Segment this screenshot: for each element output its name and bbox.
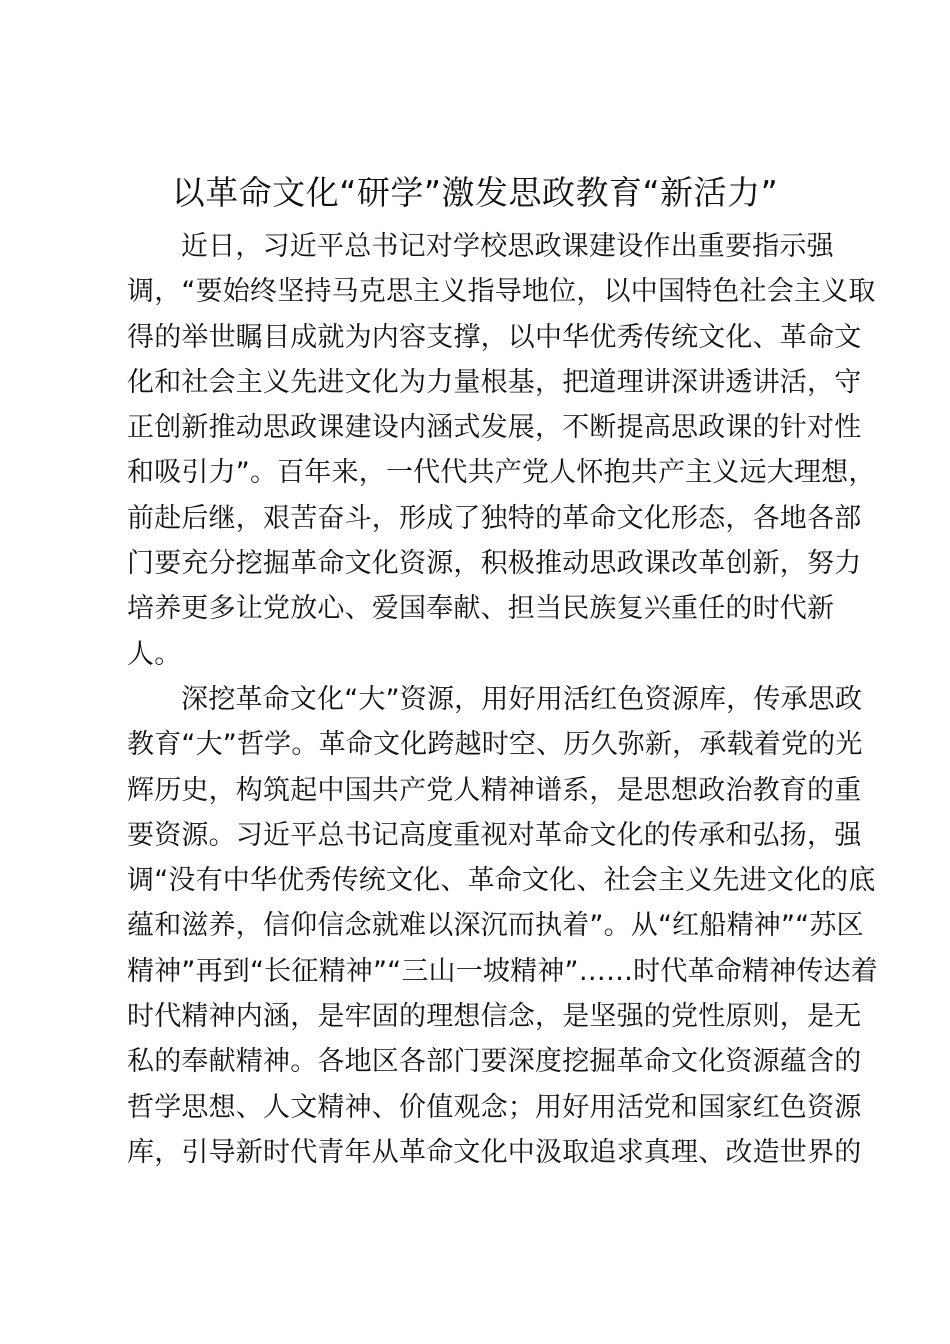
text-line: 库，引导新时代青年从革命文化中汲取追求真理、改造世界的 <box>127 1136 862 1168</box>
text-line: 深挖革命文化“大”资源，用好用活红色资源库，传承思政 <box>181 683 863 715</box>
text-line: 正创新推动思政课建设内涵式发展，不断提高思政课的针对性 <box>127 412 862 444</box>
text-line: 辉历史，构筑起中国共产党人精神谱系，是思想政治教育的重 <box>127 774 862 806</box>
text-line: 时代精神内涵，是牢固的理想信念，是坚强的党性原则，是无 <box>127 1001 862 1033</box>
document-title: 以革命文化“研学”激发思政教育“新活力” <box>171 173 779 212</box>
text-line: 调“没有中华优秀传统文化、革命文化、社会主义先进文化的底 <box>127 865 876 897</box>
text-line: 要资源。习近平总书记高度重视对革命文化的传承和弘扬，强 <box>127 819 862 851</box>
paragraph-2 <box>127 677 878 1175</box>
text-line: 精神”再到“长征精神”“三山一坡精神”……时代革命精神传达着 <box>127 955 878 987</box>
text-line: 人。 <box>127 638 182 670</box>
text-line: 得的举世瞩目成就为内容支撑，以中华优秀传统文化、革命文 <box>127 321 862 353</box>
text-line: 哲学思想、人文精神、价值观念；用好用活党和国家红色资源 <box>127 1091 862 1123</box>
text-line: 私的奉献精神。各地区各部门要深度挖掘革命文化资源蕴含的 <box>127 1046 862 1078</box>
paragraph-1 <box>127 224 876 677</box>
text-line: 调，“要始终坚持马克思主义指导地位，以中国特色社会主义取 <box>127 276 876 308</box>
text-line: 蕴和滋养，信仰信念就难以深沉而执着”。从“红船精神”“苏区 <box>127 910 864 942</box>
document-body <box>127 224 878 1175</box>
text-line: 和吸引力”。百年来，一代代共产党人怀抱共产主义远大理想， <box>127 457 876 489</box>
text-line: 化和社会主义先进文化为力量根基，把道理讲深讲透讲活，守 <box>127 366 862 398</box>
text-line: 门要充分挖掘革命文化资源，积极推动思政课改革创新，努力 <box>127 548 862 580</box>
text-line: 前赴后继，艰苦奋斗，形成了独特的革命文化形态，各地各部 <box>127 502 862 534</box>
text-line: 培养更多让党放心、爱国奉献、担当民族复兴重任的时代新 <box>127 593 835 625</box>
text-line: 近日，习近平总书记对学校思政课建设作出重要指示强 <box>181 231 834 262</box>
text-line: 教育“大”哲学。革命文化跨越时空、历久弥新，承载着党的光 <box>127 729 863 761</box>
